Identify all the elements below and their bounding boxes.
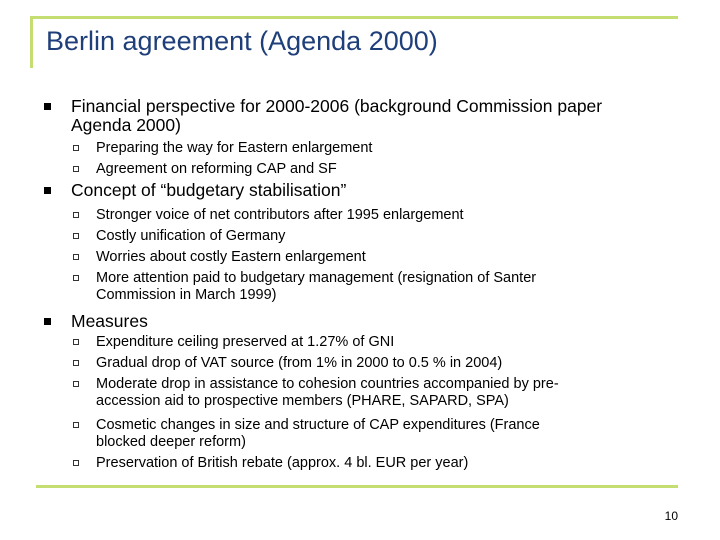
- list-item: [96, 270, 686, 304]
- section-bullet: [44, 318, 51, 325]
- section-bullet: [44, 187, 51, 194]
- list-item: [96, 417, 686, 451]
- slide-title: Berlin agreement (Agenda 2000): [46, 26, 438, 56]
- text-line: Measures: [71, 311, 148, 331]
- item-bullet: [73, 166, 79, 172]
- section-heading: [71, 312, 148, 331]
- item-bullet: [73, 360, 79, 366]
- item-bullet: [73, 275, 79, 281]
- list-item: [96, 161, 686, 178]
- text-line: Expenditure ceiling preserved at 1.27% of GNI: [96, 334, 395, 350]
- section-heading: [71, 181, 346, 200]
- text-line: Financial perspective for 2000-2006 (background Commission paper: [71, 96, 603, 116]
- text-line: Commission in March 1999): [96, 287, 277, 303]
- text-line: Gradual drop of VAT source (from 1% in 2000 to 0.5 % in 2004): [96, 355, 503, 371]
- text-line: Preservation of British rebate (approx. 4 bl. EUR per year): [96, 455, 469, 471]
- item-bullet: [73, 339, 79, 345]
- text-line: Agenda 2000): [71, 115, 181, 135]
- list-item: [96, 207, 686, 224]
- frame-left-line: [30, 16, 33, 68]
- text-line: Costly unification of Germany: [96, 228, 286, 244]
- item-bullet: [73, 254, 79, 260]
- list-item: [96, 334, 686, 351]
- page-number: 10: [664, 509, 678, 523]
- text-line: accession aid to prospective members (PHARE, SAPARD, SPA): [96, 393, 509, 409]
- item-bullet: [73, 381, 79, 387]
- list-item: [96, 355, 686, 372]
- text-line: Worries about costly Eastern enlargement: [96, 249, 366, 265]
- item-bullet: [73, 460, 79, 466]
- section-bullet: [44, 103, 51, 110]
- text-line: Moderate drop in assistance to cohesion countries accompanied by pre-: [96, 376, 559, 392]
- text-line: Concept of “budgetary stabilisation”: [71, 180, 347, 200]
- item-bullet: [73, 422, 79, 428]
- list-item: [96, 228, 686, 245]
- item-bullet: [73, 233, 79, 239]
- text-line: Stronger voice of net contributors after 1995 enlargement: [96, 207, 464, 223]
- text-line: Agreement on reforming CAP and SF: [96, 161, 337, 177]
- text-line: Preparing the way for Eastern enlargement: [96, 140, 373, 156]
- list-item: [96, 455, 686, 472]
- item-bullet: [73, 145, 79, 151]
- frame-top-line: [30, 16, 678, 19]
- list-item: [96, 140, 686, 157]
- text-line: blocked deeper reform): [96, 434, 246, 450]
- text-line: More attention paid to budgetary management (resignation of Santer: [96, 270, 537, 286]
- section-heading: [71, 97, 602, 135]
- list-item: [96, 249, 686, 266]
- item-bullet: [73, 212, 79, 218]
- text-line: Cosmetic changes in size and structure of CAP expenditures (France: [96, 417, 540, 433]
- list-item: [96, 376, 686, 410]
- frame-bottom-line: [36, 485, 678, 488]
